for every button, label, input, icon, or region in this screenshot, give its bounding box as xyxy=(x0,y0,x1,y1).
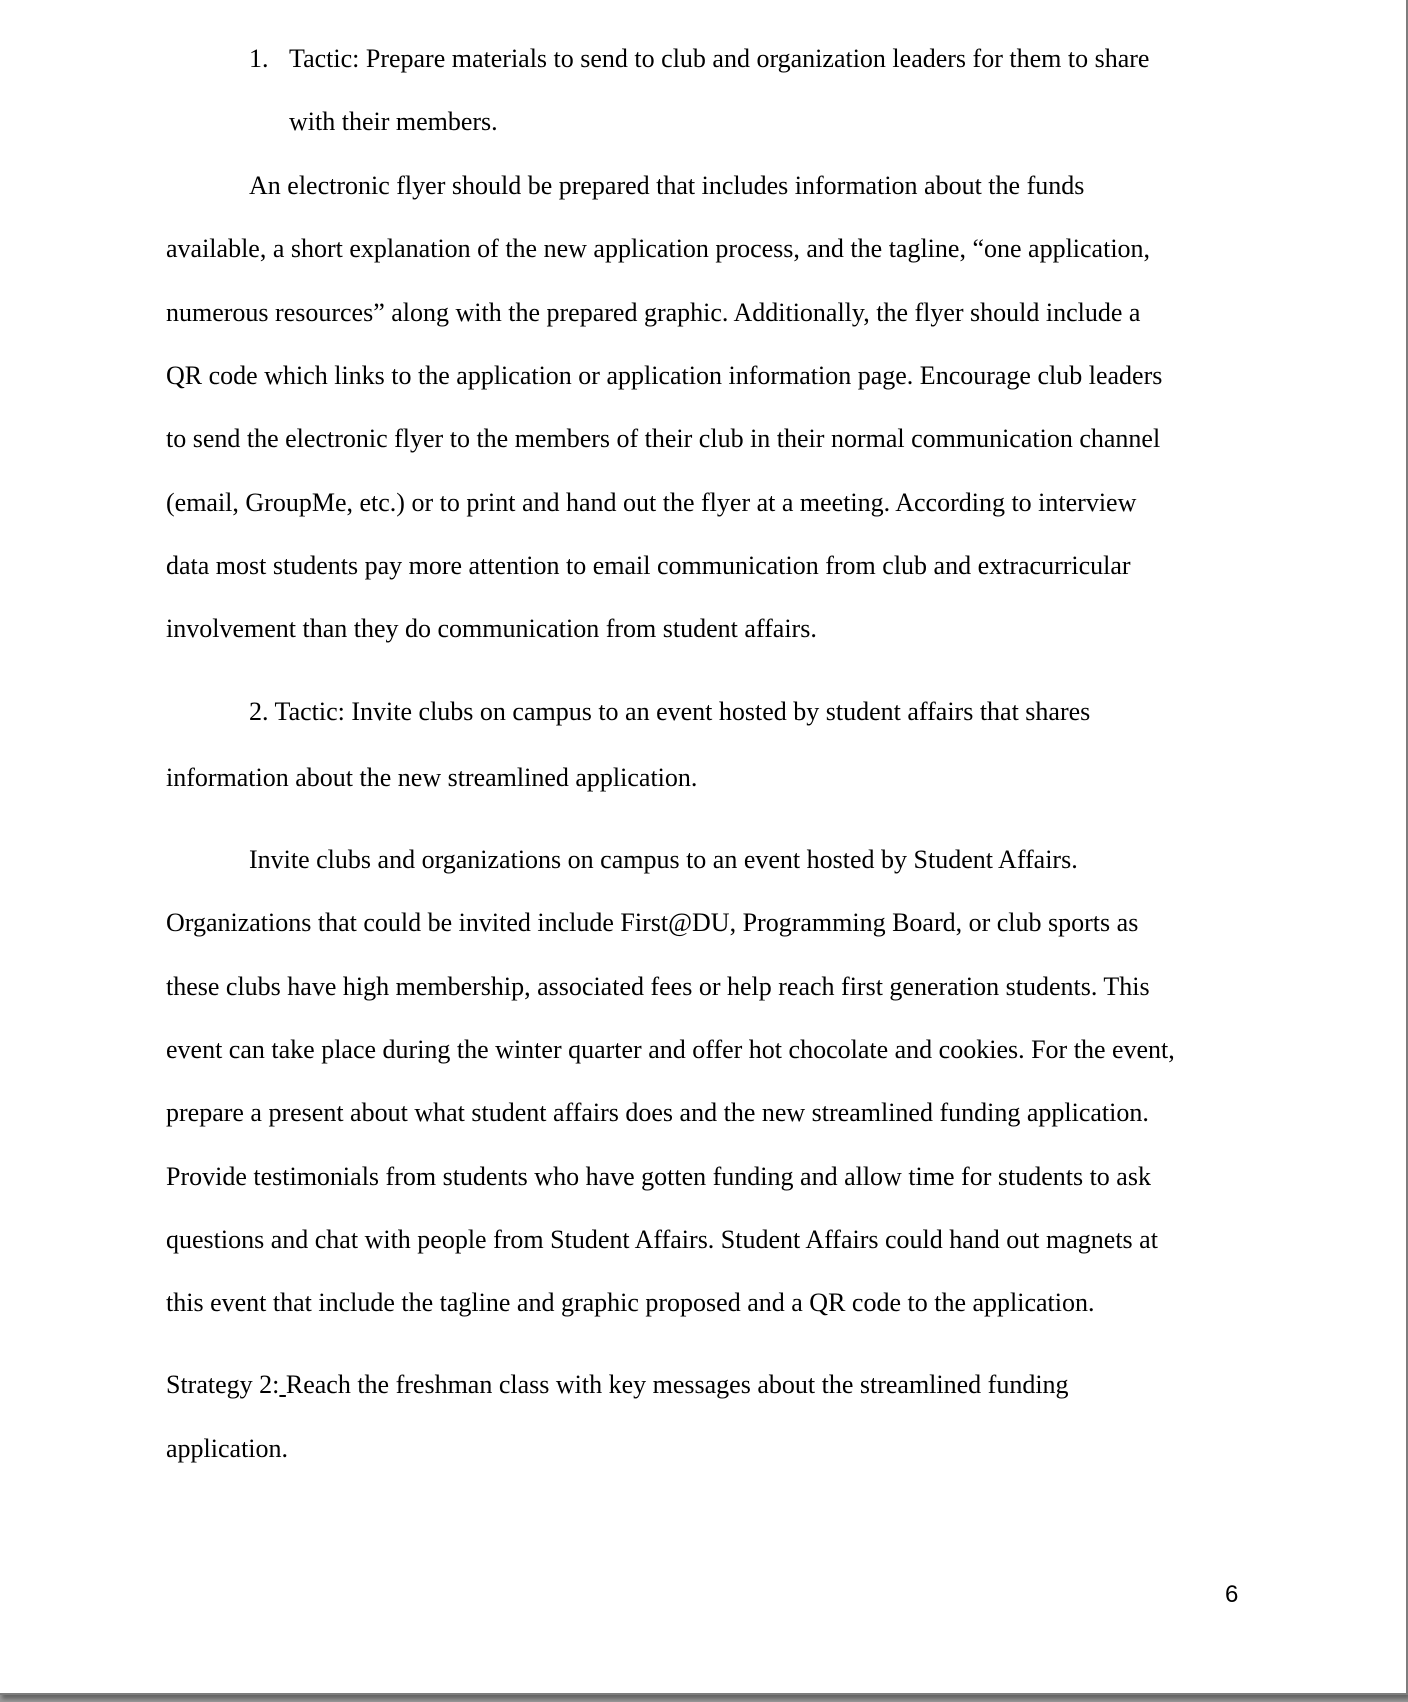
paragraph-2-line-4: event can take place during the winter quarter and offer hot chocolate and cookies. For the event, xyxy=(166,1035,1175,1064)
paragraph-2-line-1: Invite clubs and organizations on campus to an event hosted by Student Affairs. xyxy=(249,845,1078,874)
paragraph-1-line-7: data most students pay more attention to email communication from club and extracurricular xyxy=(166,551,1131,580)
paragraph-2-line-3: these clubs have high membership, associated fees or help reach first generation students. This xyxy=(166,972,1150,1001)
paragraph-1-line-3: numerous resources” along with the prepared graphic. Additionally, the flyer should include a xyxy=(166,298,1141,327)
strategy-2-line-1 xyxy=(166,1368,1069,1402)
paragraph-1-line-2: available, a short explanation of the new application process, and the tagline, “one application, xyxy=(166,234,1151,263)
paragraph-1-line-8: involvement than they do communication from student affairs. xyxy=(166,614,817,643)
paragraph-2-line-5: prepare a present about what student affairs does and the new streamlined funding application. xyxy=(166,1098,1149,1127)
strategy-2-line-2: application. xyxy=(166,1434,289,1463)
tactic-1-line-2: with their members. xyxy=(289,107,498,136)
tactic-1-line-1: Tactic: Prepare materials to send to club and organization leaders for them to share xyxy=(289,44,1150,73)
tactic-1-number: 1. xyxy=(249,44,269,73)
paragraph-1-line-1: An electronic flyer should be prepared that includes information about the funds xyxy=(249,171,1085,200)
paragraph-1-line-5: to send the electronic flyer to the members of their club in their normal communication channel xyxy=(166,424,1161,453)
paragraph-2-line-8: this event that include the tagline and graphic proposed and a QR code to the application. xyxy=(166,1288,1095,1317)
tactic-2-line-1: 2. Tactic: Invite clubs on campus to an event hosted by student affairs that shares xyxy=(249,697,1091,726)
tactic-2-line-2: information about the new streamlined application. xyxy=(166,763,698,792)
paragraph-2-line-7: questions and chat with people from Student Affairs. Student Affairs could hand out magnets at xyxy=(166,1225,1158,1254)
paragraph-2-line-6: Provide testimonials from students who have gotten funding and allow time for students to ask xyxy=(166,1162,1151,1191)
paragraph-1-line-6: (email, GroupMe, etc.) or to print and hand out the flyer at a meeting. According to interview xyxy=(166,488,1137,517)
strategy-2-label: Strategy 2: xyxy=(166,1370,280,1399)
strategy-2-heading-text: Reach the freshman class with key messages about the streamlined funding xyxy=(285,1370,1069,1399)
paragraph-2-line-2: Organizations that could be invited include First@DU, Programming Board, or club sports as xyxy=(166,908,1139,937)
paragraph-1-line-4: QR code which links to the application or application information page. Encourage club leaders xyxy=(166,361,1163,390)
page-number: 6 xyxy=(1225,1581,1239,1608)
